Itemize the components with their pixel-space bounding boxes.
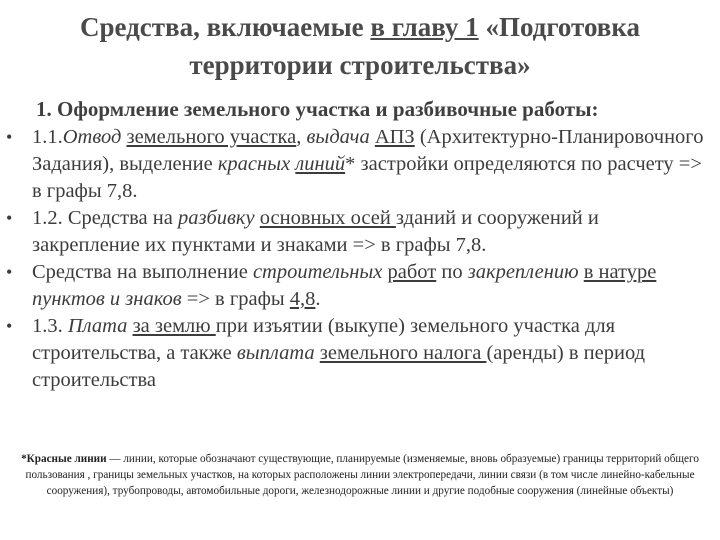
- footnote: [8, 451, 712, 499]
- title-text: Средства, включаемые: [79, 12, 371, 42]
- bullet-dot-icon: •: [6, 127, 13, 147]
- section-subheading: 1. Оформление земельного участка и разбивочные работы:: [36, 97, 599, 121]
- text: .: [315, 288, 321, 310]
- footnote-text: — линии, которые обозначают существующие, планируемые (изменяемые, вновь образуемые) границы территорий общего пользования , границы земельных участков, на которых расположены линии электропередачи, линии связи (в том числе линейно-кабельные сооружения), трубопроводы, автомобильные дороги, железнодорожные линии и другие подобные сооружения (линейные объекты): [25, 453, 699, 497]
- underlined-text: в натуре: [583, 261, 657, 283]
- underlined-text: АПЗ: [374, 126, 415, 148]
- slide-title: [0, 8, 720, 84]
- bullet-item-1: [6, 124, 704, 205]
- bullet-dot-icon: •: [6, 262, 13, 282]
- italic-text: красных: [217, 153, 291, 175]
- italic-text: Плата: [67, 315, 128, 337]
- underlined-text: основных осей: [259, 207, 396, 229]
- italic-text: выдача: [306, 126, 370, 148]
- text: зданий и сооружений и закрепление их пунктами и знаками => в графы 7,8.: [32, 207, 599, 256]
- underlined-text: за землю: [132, 315, 216, 337]
- text: 1.3.: [32, 315, 68, 337]
- bullet-dot-icon: •: [6, 316, 13, 336]
- text: при изъятии (выкупе) земельного участка для строительства, а также: [32, 315, 616, 364]
- text: (аренды) в период строительства: [32, 342, 646, 391]
- text: Средства на выполнение: [32, 261, 253, 283]
- footnote-term: *Красные линии: [21, 453, 107, 465]
- text: 1.2. Средства на: [32, 207, 178, 229]
- text: по: [436, 261, 468, 283]
- underlined-text: 4,8: [289, 288, 316, 310]
- title-line-2: территории строительства»: [189, 50, 531, 80]
- italic-text: закреплению: [467, 261, 579, 283]
- text: => в графы: [181, 288, 290, 310]
- title-underlined-text: в главу 1: [370, 12, 479, 42]
- bullet-item-2: [6, 205, 704, 259]
- title-text: «Подготовка: [478, 12, 641, 42]
- bullet-list: [6, 124, 704, 394]
- underlined-text: земельного налога: [319, 342, 487, 364]
- underlined-text: земельного участка: [126, 126, 297, 148]
- italic-text: Отвод: [62, 126, 122, 148]
- text: * застройки определяются по расчету => в графы 7,8.: [32, 153, 702, 202]
- text: (Архитектурно-Планировочного Задания), выделение: [32, 126, 704, 175]
- italic-text: выплата: [236, 342, 315, 364]
- underlined-text: линий: [295, 153, 346, 175]
- text: ,: [296, 126, 307, 148]
- title-line-1: [0, 8, 720, 46]
- bullet-dot-icon: •: [6, 208, 13, 228]
- bullet-item-3: [6, 259, 704, 313]
- italic-text: строительных: [252, 261, 383, 283]
- underlined-text: работ: [387, 261, 437, 283]
- italic-text: разбивку: [177, 207, 255, 229]
- text: 1.1.: [32, 126, 63, 148]
- bullet-item-4: [6, 313, 704, 394]
- italic-text: пунктов и знаков: [32, 288, 182, 310]
